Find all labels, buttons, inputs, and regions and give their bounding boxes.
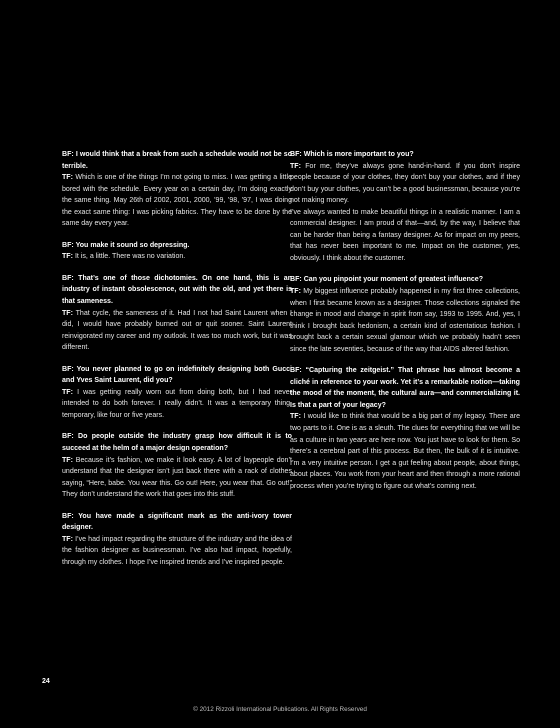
interview-question: BF: I would think that a break from such a schedule would not be so terrible. (62, 151, 292, 170)
interview-answer (290, 411, 520, 492)
interview-exchange (62, 511, 292, 569)
interview-question: BF: You have made a significant mark as the anti-ivory tower designer. (62, 512, 292, 532)
speaker-label: TF: (62, 388, 73, 396)
answer-text: I was getting really worn out from doing both, but I had never intended to do both forever. I really didn’t. It was a temporary thing, temporary, like four or five years. (62, 388, 292, 419)
interview-answer (62, 534, 292, 569)
speaker-label: TF: (62, 253, 73, 261)
copyright-footer: © 2012 Rizzoli International Publications. All Rights Reserved (193, 706, 367, 713)
interview-exchange (290, 274, 520, 355)
interview-question: BF: You make it sound so depressing. (62, 241, 190, 249)
speaker-label: TF: (290, 288, 301, 296)
answer-text: For me, they’ve always gone hand-in-hand. If you don’t inspire people because of your clothes, they don’t buy your clothes, and if they don’t buy your clothes, you can’t be a good businessman, because you’re not making money. I’ve always wanted to make beautiful things in a realistic manner. I am a commercial designer. I am proud of that—and, by the way, I believe that can be harder than being a fantasy designer. As for impact on my peers, that has never been important to me. Impact on the customer, yes, obviously. I think about the customer. (290, 162, 520, 262)
interview-exchange (62, 273, 292, 354)
interview-answer (62, 455, 292, 501)
page-number: 24 (42, 678, 50, 685)
interview-answer (290, 161, 520, 265)
interview-exchange (290, 365, 520, 492)
interview-question: BF: You never planned to go on indefinitely designing both Gucci and Yves Saint Laurent, did you? (62, 365, 292, 385)
answer-text: Because it’s fashion, we make it look easy. A lot of laypeople don’t understand that the designer isn’t just back there with a rack of clothes saying, “Here, babe. You wear this. Go out! Here, you wear that. Go out!” They don’t understand the work that goes into this stuff. (62, 456, 292, 499)
interview-question: BF: “Capturing the zeitgeist.” That phrase has almost become a cliché in reference to your work. Yet it’s a remarkable notion—taking the mood of the moment, the cultural aura—and commercializing it. Is that a part of your legacy? (290, 367, 520, 409)
speaker-label: TF: (62, 309, 73, 317)
answer-text: My biggest influence probably happened in my first three collections, when I first became known as a designer. Those collections signaled the change in mood and change in spirit from say, 1993 to 1995. And, yes, I think I brought back hedonism, a certain kind of ostentatious fashion. I brought back a certain sexual glamour which we probably hadn’t seen since the late seventies, because of the way that AIDS altered fashion. (290, 288, 520, 353)
answer-text: I’ve had impact regarding the structure of the industry and the idea of the fashion designer as businessman. I’ve also had impact, hopefully, through my clothes. I hope I’ve inspired trends and I’ve inspired people. (62, 535, 292, 566)
answer-text: It is, a little. There was no variation. (74, 253, 186, 261)
interview-exchange (62, 240, 292, 263)
speaker-label: TF: (62, 174, 73, 182)
interview-answer (62, 387, 292, 422)
interview-answer (62, 172, 292, 230)
right-column (290, 149, 520, 502)
interview-question: BF: Can you pinpoint your moment of greatest influence? (290, 276, 484, 284)
interview-question: BF: That’s one of those dichotomies. On one hand, this is an industry of instant obsolescence, out with the old, and yet there is that sameness. (62, 274, 292, 306)
interview-exchange (62, 364, 292, 422)
interview-answer (62, 251, 292, 263)
speaker-label: TF: (290, 413, 301, 421)
interview-exchange (62, 149, 292, 230)
interview-answer (62, 308, 292, 354)
speaker-label: TF: (62, 456, 73, 464)
interview-exchange (290, 149, 520, 264)
interview-answer (290, 286, 520, 355)
answer-text: Which is one of the things I’m not going to miss. I was getting a little bored with the schedule. Every year on a certain day, I’m doing exactly the same thing. May 26th of 2002, 2001, 2000, ’99, ’98, ’97, I was doing the exact same thing: I was picking fabrics. They have to be done by the same day every year. (62, 174, 292, 228)
interview-exchange (62, 431, 292, 500)
interview-question: BF: Which is more important to you? (290, 151, 414, 158)
answer-text: I would like to think that would be a big part of my legacy. There are two parts to it. One is as a sleuth. The clues for everything that we will be as a culture in two years are here now. You just have to look for them. So there’s a cerebral part of this process. But then, the bulk of it is intuitive. I’m a very intuitive person. I get a gut feeling about people, about things, about places. You work from your heart and then through a more rational process when you’re trying to figure out what’s coming next. (290, 413, 520, 490)
answer-text: That cycle, the sameness of it. Had I not had Saint Laurent when I did, I would have probably burned out or quit sooner. Saint Laurent reinvigorated my career and my outlook. It was too much work, but it was different. (62, 309, 292, 352)
speaker-label: TF: (62, 535, 73, 543)
interview-question: BF: Do people outside the industry grasp how difficult it is to succeed at the helm of a major design operation? (62, 433, 292, 453)
speaker-label: TF: (290, 162, 301, 170)
left-column (62, 149, 292, 579)
